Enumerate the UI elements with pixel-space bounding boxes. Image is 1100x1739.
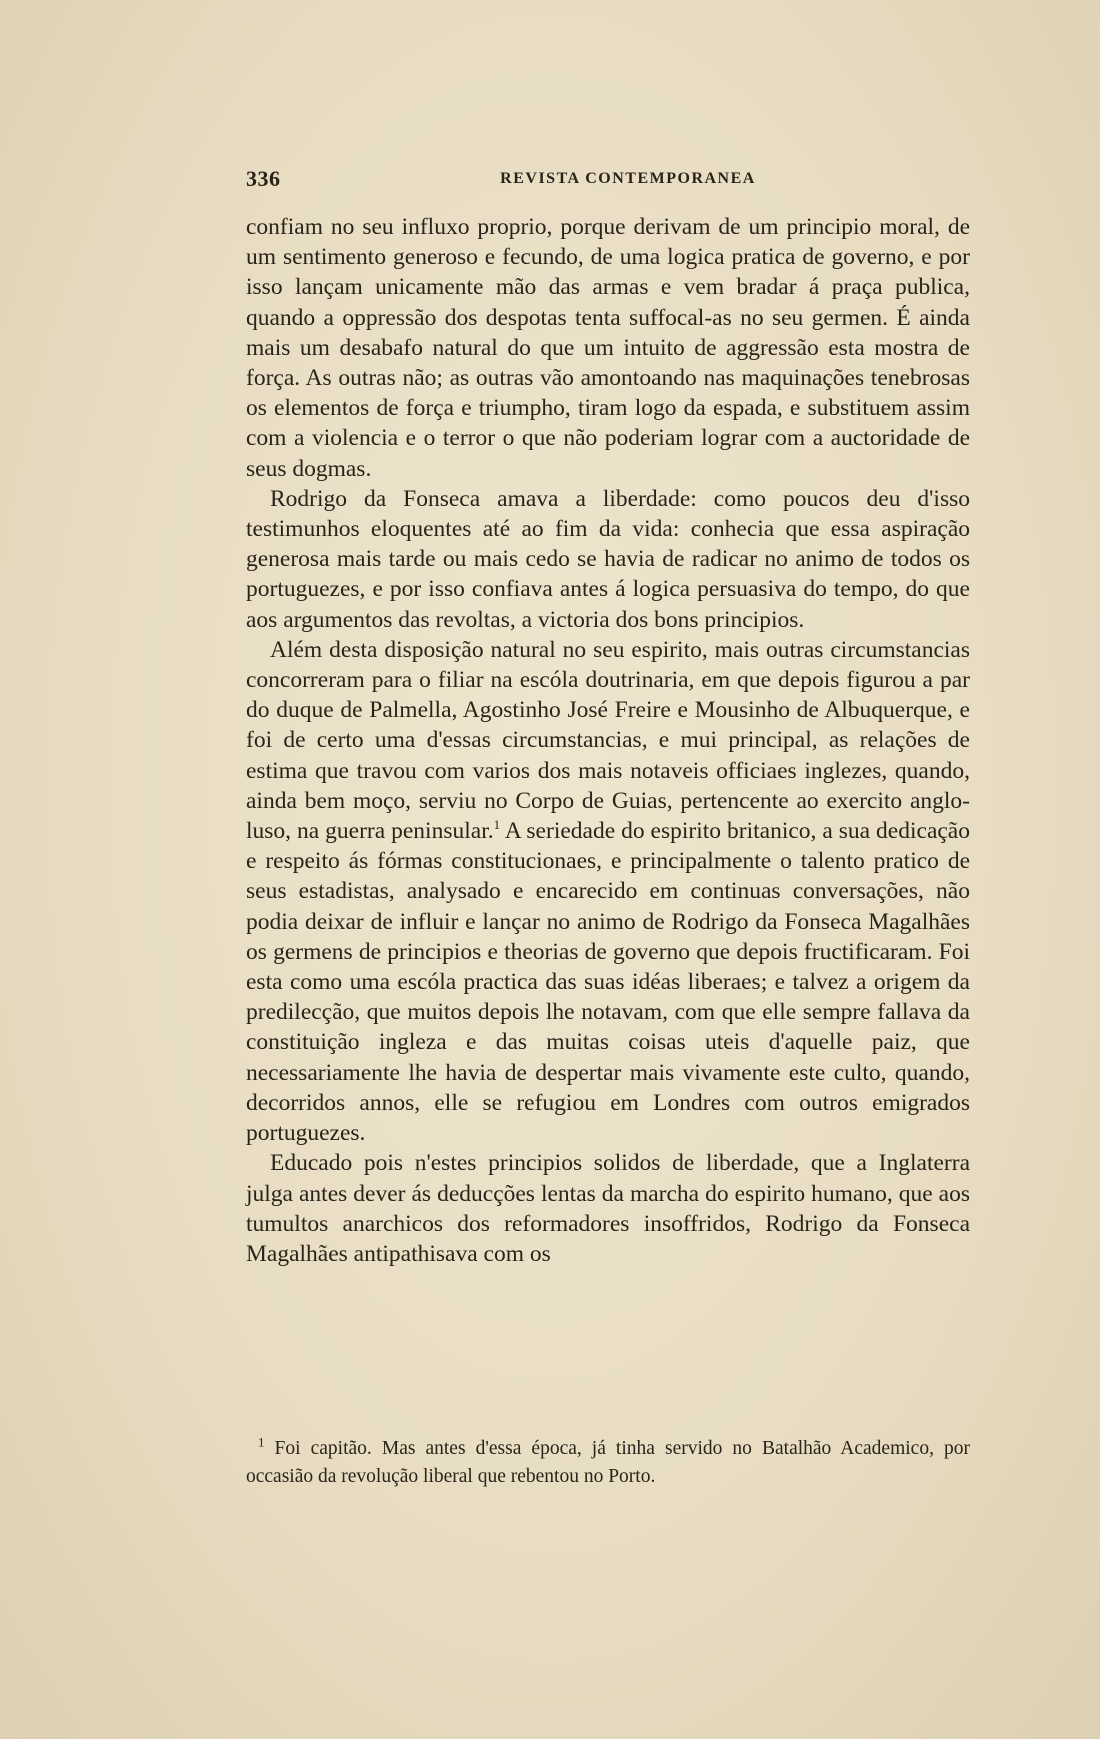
paragraph-3-continuation: A seriedade do espirito britanico, a sua dedicação e respeito ás fórmas constitucionaes, e principalmente o talento pratico de seus estadistas, analysado e encarecido em continuas conversações, não podia deixar de influir e lançar no animo de Rodrigo da Fonseca Magalhães os germens de principios e theorias de governo que depois fructificaram. Foi esta como uma escóla practica das suas idéas liberaes; e talvez a origem da predilecção, que muitos depois lhe notavam, com que elle sempre fallava da constituição ingleza e das muitas coisas uteis d'aquelle paiz, que necessariamente lhe havia de despertar mais vivamente este culto, quando, decorridos annos, elle se refugiou em Londres com outros emigrados portuguezes. xyxy=(246,818,970,1147)
page-number: 336 xyxy=(246,166,281,191)
paragraph-2: Rodrigo da Fonseca amava a liberdade: como poucos deu d'isso testimunhos eloquentes até ao fim da vida: conhecia que essa aspiração generosa mais tarde ou mais cedo se havia de radicar no animo de todos os portuguezes, e por isso confiava antes á logica persuasiva do tempo, do que aos argumentos das revoltas, a victoria dos bons principios. xyxy=(246,485,970,633)
body-text xyxy=(246,212,970,1269)
paragraph-1: confiam no seu influxo proprio, porque derivam de um principio moral, de um sentimento generoso e fecundo, de uma logica pratica de governo, e por isso lançam unicamente mão das armas e vem bradar á praça publica, quando a oppressão dos despotas tenta suffocal-as no seu germen. É ainda mais um desabafo natural do que um intuito de aggressão esta mostra de força. As outras não; as outras vão amontoando nas maquinações tenebrosas os elementos de força e triumpho, tiram logo da espada, e substituem assim com a violencia e o terror o que não poderiam lograr com a auctoridade de seus dogmas. xyxy=(246,214,970,482)
footnote-reference[interactable]: 1 xyxy=(493,817,501,833)
paragraph-3-text: Além desta disposição natural no seu espirito, mais outras circumstancias concorreram para o filiar na escóla doutrinaria, em que depois figurou a par do duque de Palmella, Agostinho José Freire e Mousinho de Albuquerque, e foi de certo uma d'essas circumstancias, e mui principal, as relações de estima que travou com varios dos mais notaveis officiaes inglezes, quando, ainda bem moço, serviu no Corpo de Guias, pertencente ao exercito anglo-luso, na guerra peninsular. xyxy=(246,636,970,845)
footnotes xyxy=(246,1435,970,1491)
page-header xyxy=(246,166,970,190)
paragraph-3 xyxy=(246,635,970,1148)
paragraph-4: Educado pois n'estes principios solidos de liberdade, que a Inglaterra julga antes dever ás deducções lentas da marcha do espirito humano, que aos tumultos anarchicos dos reformadores insoffridos, Rodrigo da Fonseca Magalhães antipathisava com os xyxy=(246,1150,970,1267)
running-title: REVISTA CONTEMPORANEA xyxy=(500,170,756,187)
footnote-1 xyxy=(246,1435,970,1491)
footnote-text: Foi capitão. Mas antes d'essa época, já tinha servido no Batalhão Academico, por occasião da revolução liberal que rebentou no Porto. xyxy=(246,1438,970,1487)
footnote-marker: 1 xyxy=(258,1434,265,1450)
